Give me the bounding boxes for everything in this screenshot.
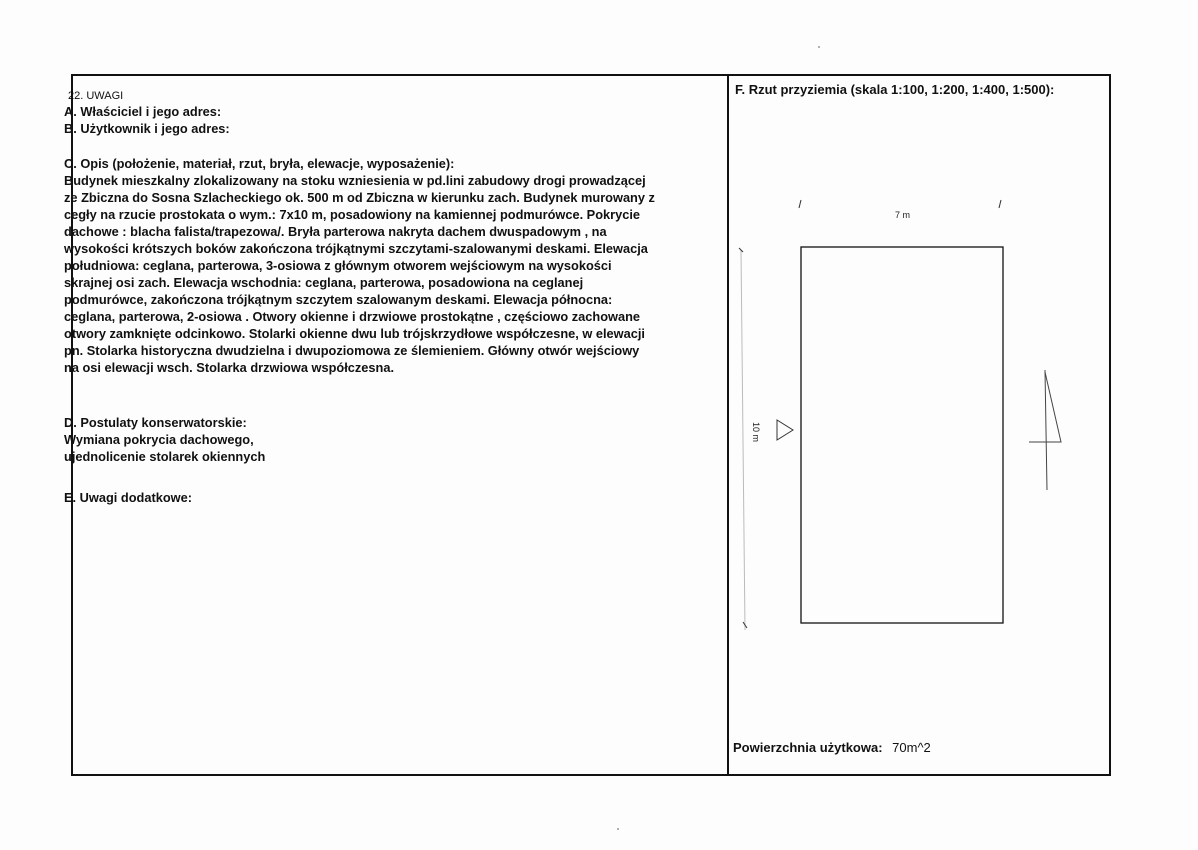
- entrance-marker-icon: [777, 420, 793, 440]
- plan-title: F. Rzut przyziemia (skala 1:100, 1:200, 1:400, 1:500):: [735, 82, 1055, 97]
- description-line: pn. Stolarka historyczna dwudzielna i dwupoziomowa ze ślemieniem. Główny otwór wejściowy: [64, 343, 640, 358]
- user-label: B. Użytkownik i jego adres:: [64, 121, 230, 136]
- description-line: ze Zbiczna do Sosna Szlacheckiego ok. 500 m od Zbiczna w kierunku zach. Budynek murowany z: [64, 190, 655, 205]
- owner-label: A. Właściciel i jego adres:: [64, 104, 222, 119]
- description-line: cegły na rzucie prostokata o wym.: 7x10 m, posadowiony na kamiennej podmurówce. Pokrycie: [64, 207, 641, 222]
- description-line: skrajnej osi zach. Elewacja wschodnia: ceglana, parterowa, posadowiona na ceglanej: [64, 275, 584, 290]
- usable-area: [733, 740, 931, 755]
- dimension-tick: [999, 200, 1001, 208]
- scan-speck: [818, 46, 820, 48]
- postulates-line: ujednolicenie stolarek okiennych: [64, 449, 266, 464]
- postulates-heading: D. Postulaty konserwatorskie:: [64, 415, 247, 430]
- section-number: 22. UWAGI: [68, 90, 124, 102]
- remarks-heading: E. Uwagi dodatkowe:: [64, 490, 192, 505]
- description-line: na osi elewacji wsch. Stolarka drzwiowa współczesna.: [64, 360, 394, 375]
- column-divider: [727, 74, 729, 776]
- length-dimension-label: 10 m: [751, 422, 761, 443]
- floor-plan-drawing: [735, 190, 1075, 640]
- description-line: dachowe : blacha falista/trapezowa/. Bryła parterowa nakryta dachem dwuspadowym , na: [64, 224, 607, 239]
- width-dimension-label: 7 m: [895, 210, 911, 220]
- description-line: ceglana, parterowa, 2-osiowa . Otwory okienne i drzwiowe prostokątne , częściowo zachowane: [64, 309, 641, 324]
- remarks-column: [64, 90, 724, 506]
- area-label: Powierzchnia użytkowa:: [733, 740, 883, 755]
- north-arrow-shaft: [1045, 370, 1047, 490]
- description-line: południowa: ceglana, parterowa, 3-osiowa z głównym otworem wejściowym na wysokości: [64, 258, 612, 273]
- dimension-tick: [799, 200, 801, 208]
- description-line: otwory zamknięte odcinkowo. Stolarki okienne dwu lub trójskrzydłowe współczesne, w elewacji: [64, 326, 645, 341]
- area-value: 70m^2: [892, 740, 931, 755]
- description-heading: C. Opis (położenie, materiał, rzut, bryła, elewacje, wyposażenie):: [64, 156, 455, 171]
- length-dimension-line: [741, 250, 745, 630]
- description-line: wysokości krótszych boków zakończona trójkątnymi szczytami-szalowanymi deskami. Elewacja: [64, 241, 648, 256]
- description-line: podmurówce, zakończona trójkątnym szczytem szalowanym deskami. Elewacja północna:: [64, 292, 613, 307]
- description-line: Budynek mieszkalny zlokalizowany na stoku wzniesienia w pd.lini zabudowy drogi prowadzącej: [64, 173, 646, 188]
- building-footprint: [801, 247, 1003, 623]
- scan-speck: [617, 828, 619, 830]
- description-text: [64, 172, 724, 376]
- postulates-line: Wymiana pokrycia dachowego,: [64, 432, 254, 447]
